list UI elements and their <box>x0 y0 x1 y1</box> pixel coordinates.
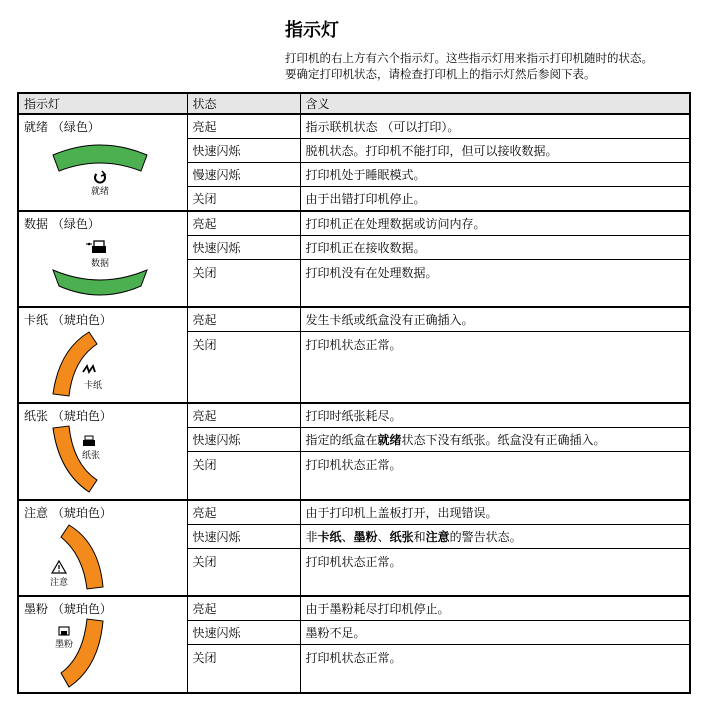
icon-label: 注意 <box>49 577 69 588</box>
state-cell: 快速闪烁 <box>187 524 300 548</box>
meaning-cell: 打印机正在接收数据。 <box>300 236 690 260</box>
paper-icon <box>45 424 125 496</box>
indicator-cell-attention <box>18 500 187 597</box>
header-state: 状态 <box>187 93 300 114</box>
intro-line: 要确定打印机状态，请检查打印机上的指示灯然后参阅下表。 <box>285 67 596 81</box>
indicator-cell-paper <box>18 403 187 500</box>
icon-label: 卡纸 <box>83 380 103 391</box>
state-cell: 快速闪烁 <box>187 621 300 645</box>
meaning-cell: 由于墨粉耗尽打印机停止。 <box>300 596 690 621</box>
meaning-cell: 打印时纸张耗尽。 <box>300 403 690 428</box>
state-cell: 亮起 <box>187 307 300 332</box>
data-icon <box>45 236 155 302</box>
indicator-name: 数据 （绿色） <box>24 217 100 231</box>
state-cell: 慢速闪烁 <box>187 163 300 187</box>
indicator-cell-data <box>18 211 187 307</box>
meaning-cell: 打印机状态正常。 <box>300 645 690 693</box>
indicator-name: 就绪 （绿色） <box>24 120 100 134</box>
state-cell: 关闭 <box>187 331 300 403</box>
icon-label: 墨粉 <box>54 640 74 650</box>
state-cell: 关闭 <box>187 452 300 500</box>
header-meaning: 含义 <box>300 93 690 114</box>
attention-icon <box>45 521 125 593</box>
state-cell: 亮起 <box>187 500 300 525</box>
meaning-cell: 打印机状态正常。 <box>300 452 690 500</box>
indicator-cell-toner <box>18 596 187 693</box>
table-header-row <box>18 93 690 114</box>
meaning-cell: 打印机处于睡眠模式。 <box>300 163 690 187</box>
table-row <box>18 211 690 236</box>
table-row <box>18 114 690 139</box>
icon-label: 纸张 <box>81 451 101 461</box>
indicator-name: 卡纸 （琥珀色） <box>24 312 112 327</box>
meaning-cell: 打印机正在处理数据或访问内存。 <box>300 211 690 236</box>
indicator-name: 注意 （琥珀色） <box>24 505 112 520</box>
icon-label: 就绪 <box>90 187 110 197</box>
toner-light-arc <box>61 619 103 687</box>
ready-light-arc <box>53 145 147 171</box>
meaning-cell: 非卡纸、墨粉、纸张和注意的警告状态。 <box>300 524 690 548</box>
indicator-cell-ready <box>18 114 187 211</box>
icon-label: 数据 <box>90 259 110 269</box>
state-cell: 快速闪烁 <box>187 139 300 163</box>
state-cell: 亮起 <box>187 114 300 139</box>
state-cell: 关闭 <box>187 187 300 212</box>
state-cell: 关闭 <box>187 548 300 596</box>
data-light-arc <box>53 270 147 295</box>
meaning-cell: 打印机状态正常。 <box>300 331 690 403</box>
meaning-cell: 由于打印机上盖板打开，出现错误。 <box>300 500 690 525</box>
state-cell: 亮起 <box>187 596 300 621</box>
state-cell: 快速闪烁 <box>187 236 300 260</box>
table-row <box>18 500 690 525</box>
intro-line: 打印机的右上方有六个指示灯。这些指示灯用来指示打印机随时的状态。 <box>285 51 653 65</box>
paper-jam-icon <box>45 328 125 400</box>
header-indicator: 指示灯 <box>18 93 187 114</box>
state-cell: 亮起 <box>187 403 300 428</box>
page-title: 指示灯 <box>285 20 339 41</box>
table-row <box>18 596 690 621</box>
state-cell: 关闭 <box>187 645 300 693</box>
meaning-cell: 指定的纸盒在就绪状态下没有纸张。纸盒没有正确插入。 <box>300 428 690 452</box>
intro-text <box>285 50 700 82</box>
ready-icon <box>45 141 155 197</box>
state-cell: 快速闪烁 <box>187 428 300 452</box>
indicator-name: 纸张 （琥珀色） <box>24 409 112 423</box>
meaning-cell: 发生卡纸或纸盒没有正确插入。 <box>300 307 690 332</box>
meaning-cell: 指示联机状态 （可以打印）。 <box>300 114 690 139</box>
state-cell: 关闭 <box>187 260 300 307</box>
meaning-cell: 打印机状态正常。 <box>300 548 690 596</box>
table-row <box>18 307 690 332</box>
table-row <box>18 403 690 428</box>
indicator-name: 墨粉 （琥珀色） <box>24 602 112 616</box>
indicator-table <box>17 92 691 694</box>
meaning-cell: 墨粉不足。 <box>300 621 690 645</box>
meaning-cell: 由于出错打印机停止。 <box>300 187 690 212</box>
state-cell: 亮起 <box>187 211 300 236</box>
indicator-cell-paper-jam <box>18 307 187 404</box>
toner-icon <box>45 617 125 689</box>
meaning-cell: 打印机没有在处理数据。 <box>300 260 690 307</box>
meaning-cell: 脱机状态。打印机不能打印，但可以接收数据。 <box>300 139 690 163</box>
